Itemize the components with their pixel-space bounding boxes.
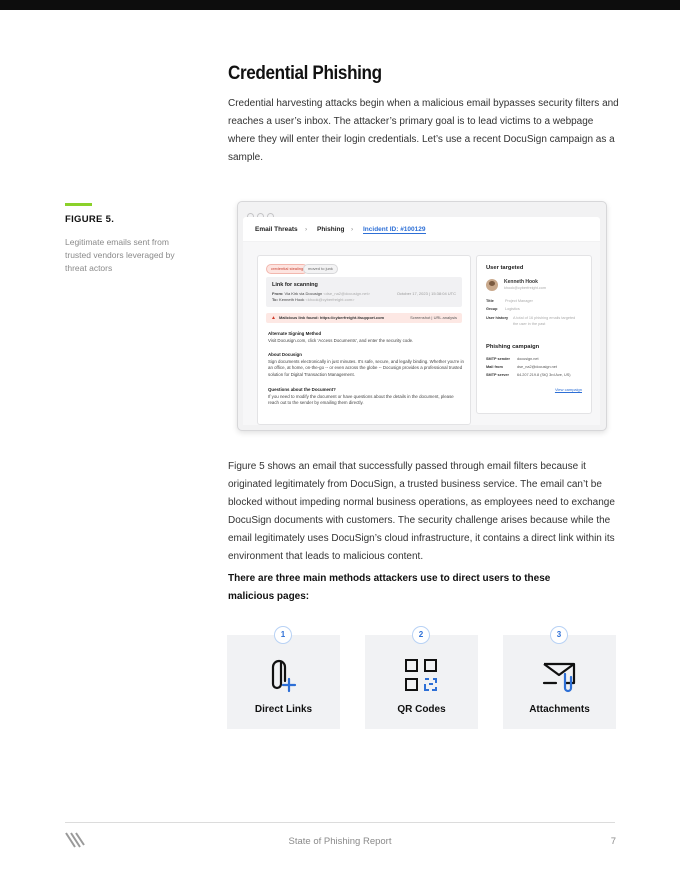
section-text: Visit Docusign.com, click 'Access Documents', and enter the security code. [268,337,414,343]
method-card-qr-codes [365,635,478,729]
breadcrumb-email-threats[interactable]: Email Threats [255,226,298,233]
section-heading: Alternate Signing Method [268,331,322,336]
scan-header [266,277,462,307]
breadcrumb-phishing[interactable]: Phishing [317,226,345,233]
to-email: <khook@cyberfreight.com> [305,297,355,302]
method-number-badge: 2 [412,626,430,644]
intro-paragraph: Credential harvesting attacks begin when a malicious email bypasses security filters and reaches a user’s inbox. The attacker’s primary goal is to lead victims to a webpage where they will enter their login credentials. Let’s use a recent DocuSign campaign as a sample. [228,98,619,163]
view-campaign-link[interactable]: View campaign [554,387,582,392]
method-label: QR Codes [397,704,446,715]
figure-accent-bar [65,203,92,206]
scan-date: October 17, 2023 | 15:38:04 UTC [396,291,456,296]
section-heading: Questions about the Document? [268,387,336,392]
footer-title: State of Phishing Report [288,836,392,847]
tag-credential-stealing: credential stealing [266,264,308,274]
qr-code-icon [403,657,439,693]
page-number: 7 [610,836,616,847]
phishing-campaign-heading: Phishing campaign [486,344,540,350]
method-number-badge: 3 [550,626,568,644]
field-value: Logistics [505,307,520,311]
breadcrumb-separator: › [351,226,354,233]
field-value: Project Manager [505,299,533,303]
section-title: Credential Phishing [228,63,382,84]
section-heading: About Docusign [268,352,302,357]
method-card-direct-links [227,635,340,729]
breadcrumb [243,217,600,241]
field-key: Group [486,307,498,311]
email-section [268,387,464,407]
envelope-attachment-icon [541,657,577,693]
method-card-attachments [503,635,616,729]
user-name: Kenneth Hook [504,279,538,285]
alert-actions[interactable]: Screenshot | URL analysis [410,315,457,320]
body-paragraph: Figure 5 shows an email that successfully passed through email filters because it originated legitimately from DocuSign, a trusted business service. The email can’t be blocked without impeding normal business operations, as employees need to exchange DocuSign documents with customers. The security challenge arises because while the email legitimately uses DocuSign’s cloud infrastructure, it contains a direct link within its environment that leads to malicious content. [228,461,615,562]
from-email: <dse_na2@docusign.net> [323,291,371,296]
method-label: Direct Links [254,704,313,715]
section-text: Sign documents electronically in just minutes. It's safe, secure, and legally binding. Whether you're in an office, at home, on-the-go -- or even across the globe -- Docusign provides a professional trusted solution for Digital Transaction Management. [268,358,464,377]
breadcrumb-separator: › [305,226,308,233]
top-bar [0,0,680,10]
from-name: Via Kirk via Docusign [284,291,323,296]
field-value: docusign.net [517,357,539,361]
methods-intro: There are three main methods attackers use to direct users to these malicious pages: [228,573,551,602]
scan-to [272,297,355,302]
avatar [486,279,498,291]
user-card [476,255,592,414]
field-key: SMTP server [486,373,509,377]
field-key: SMTP sender [486,357,510,361]
warning-icon: ▲ [271,315,276,321]
field-value: A total of 16 phishing emails targeted the user in the past [513,316,576,326]
field-key: Mail from [486,365,503,369]
method-number-badge: 1 [274,626,292,644]
email-section [268,331,464,344]
scan-from [272,291,370,296]
paperclip-plus-icon [265,657,301,693]
malicious-link-alert [266,313,462,323]
method-label: Attachments [529,704,590,715]
tag-moved-to-junk: moved to junk [303,264,338,274]
field-key: Title [486,299,494,303]
user-targeted-heading: User targeted [486,265,524,271]
user-email: khook@cyberfreight.com [504,286,547,290]
footer-divider [65,822,615,823]
field-value: 64.207.219.8 (StQ 3rd Ave, US) [517,373,571,377]
field-value: dse_na2@docusign.net [517,365,557,369]
figure-label: FIGURE 5. [65,214,115,225]
section-text: If you need to modify the document or have questions about the details in the document, please reach out to the sender by emailing them directly. [268,393,454,405]
from-label: From: [272,291,284,296]
to-label: To: [272,297,278,302]
breadcrumb-incident[interactable]: Incident ID: #100129 [363,226,426,233]
email-section [268,352,464,378]
field-key: User history [486,316,509,320]
figure-screenshot [237,201,607,431]
alert-text: Malicious link found: https://cyberfreight.itsupport.com [279,315,385,320]
email-card [257,255,471,425]
figure-caption: Legitimate emails sent from trusted vendors leveraged by threat actors [65,237,175,273]
scan-title: Link for scanning [272,282,318,288]
to-name: Kenneth Hook [279,297,305,302]
incident-panel [243,242,600,425]
